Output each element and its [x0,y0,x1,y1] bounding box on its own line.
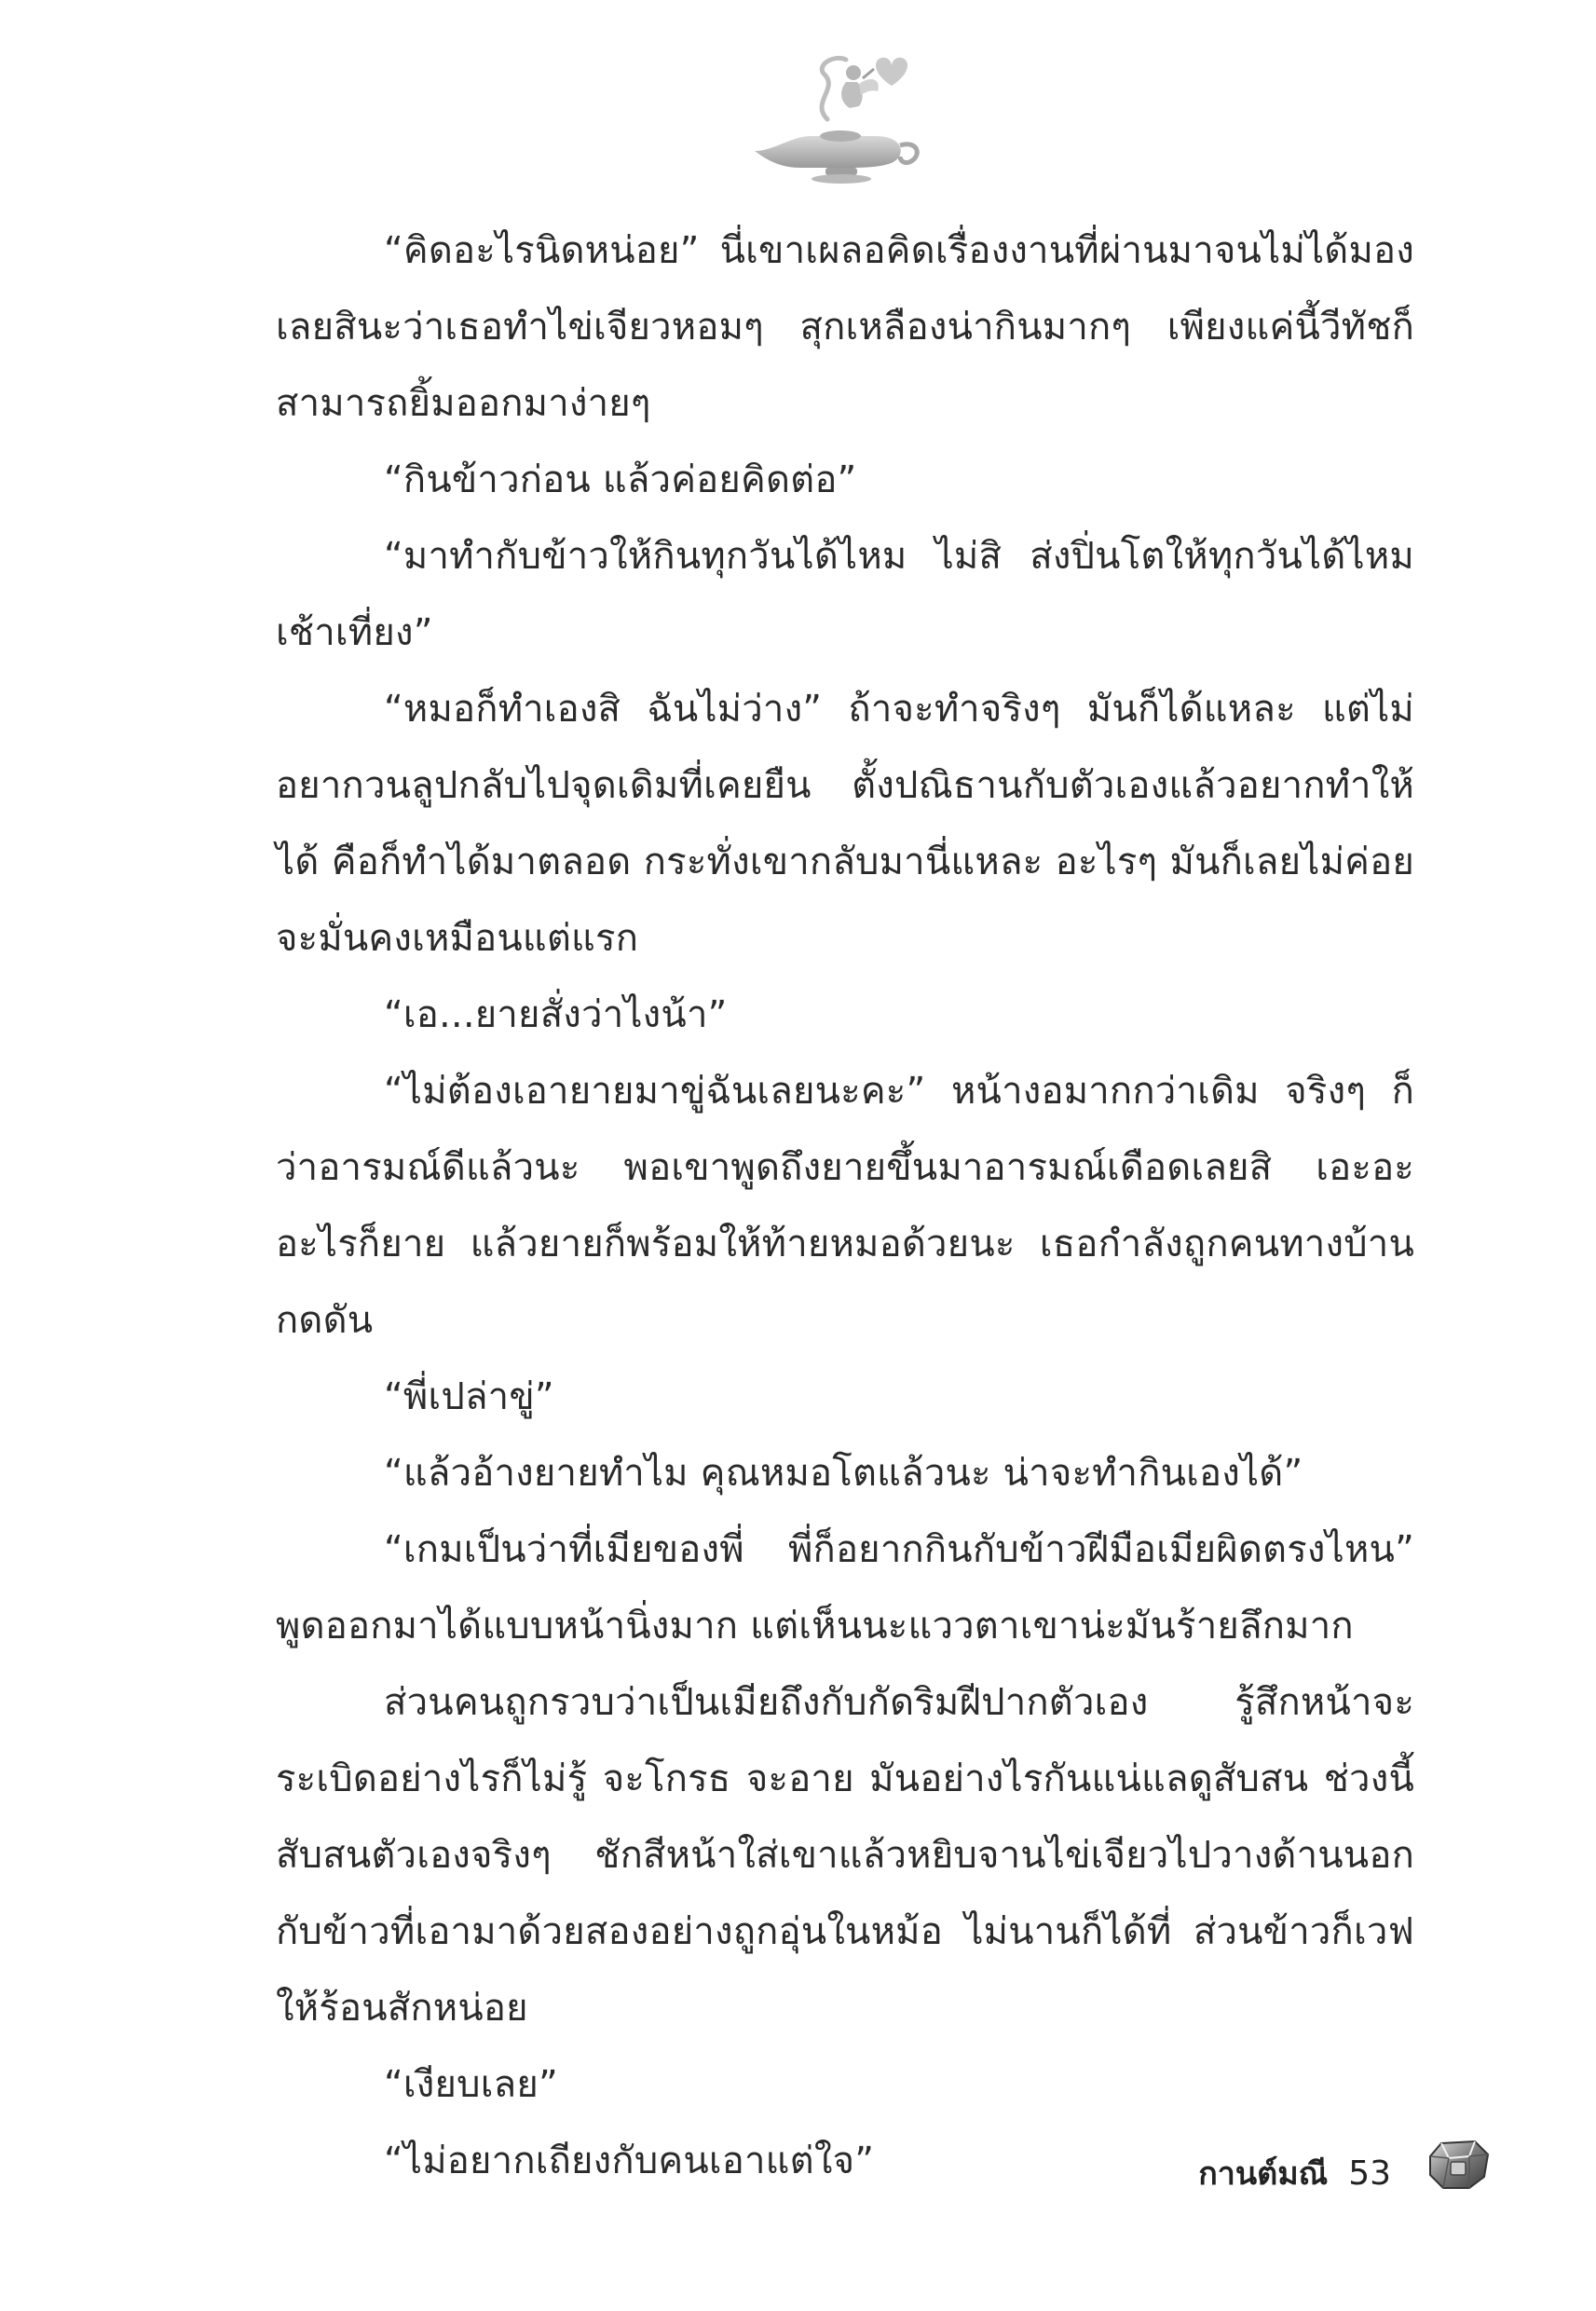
paragraph: “ไม่ต้องเอายายมาขู่ฉันเลยนะคะ” หน้างอมากกว่าเดิม จริงๆ ก็ว่าอารมณ์ดีแล้วนะ พอเขาพูดถึงยายขึ้นมาอารมณ์เดือดเลยสิ เอะอะอะไรก็ยาย แล้วยายก็พร้อมให้ท้ายหมอด้วยนะ เธอกำลังถูกคนทางบ้านกดดัน [276,1070,1414,1342]
page-number: 53 [1348,2154,1391,2193]
gem-icon [1423,2134,1494,2194]
paragraph: “เงียบเลย” [384,2063,558,2106]
genie-lamp-icon [736,47,932,186]
page-footer [1198,2148,1419,2198]
book-title: กานต์มณี [1198,2155,1329,2193]
paragraph: “เกมเป็นว่าที่เมียของพี่ พี่ก็อยากกินกับข้าวฝีมือเมียผิดตรงไหน” พูดออกมาได้แบบหน้านิ่งมาก แต่เห็นนะแววตาเขาน่ะมันร้ายลึกมาก [276,1528,1414,1648]
paragraph: “คิดอะไรนิดหน่อย” นี่เขาเผลอคิดเรื่องงานที่ผ่านมาจนไม่ได้มองเลยสินะว่าเธอทำไข่เจียวหอมๆ สุกเหลืองน่ากินมากๆ เพียงแค่นี้วีทัชก็สามารถยิ้มออกมาง่ายๆ [276,229,1414,425]
paragraph: “มาทำกับข้าวให้กินทุกวันได้ไหม ไม่สิ ส่งปิ่นโตให้ทุกวันได้ไหมเช้าเที่ยง” [276,535,1414,654]
paragraph: “ไม่อยากเถียงกับคนเอาแต่ใจ” [384,2140,875,2182]
chapter-body [276,212,1414,2199]
paragraph: “หมอก็ทำเองสิ ฉันไม่ว่าง” ถ้าจะทำจริงๆ มันก็ได้แหละ แต่ไม่อยากวนลูปกลับไปจุดเดิมที่เคยยืน ตั้งปณิธานกับตัวเองแล้วอยากทำให้ได้ คือก็ทำได้มาตลอด กระทั่งเขากลับมานี่แหละ อะไรๆ มันก็เลยไม่ค่อยจะมั่นคงเหมือนแต่แรก [276,688,1414,960]
paragraph: “พี่เปล่าขู่” [384,1375,554,1418]
paragraph: “แล้วอ้างยายทำไม คุณหมอโตแล้วนะ น่าจะทำกินเองได้” [384,1452,1303,1495]
paragraph: “กินข้าวก่อน แล้วค่อยคิดต่อ” [384,458,857,501]
paragraph: “เอ...ยายสั่งว่าไงน้า” [384,993,728,1036]
paragraph: ส่วนคนถูกรวบว่าเป็นเมียถึงกับกัดริมฝีปากตัวเอง รู้สึกหน้าจะระเบิดอย่างไรก็ไม่รู้ จะโกรธ จะอาย มันอย่างไรกันแน่แลดูสับสน ช่วงนี้สับสนตัวเองจริงๆ ชักสีหน้าใส่เขาแล้วหยิบจานไข่เจียวไปวางด้านนอก กับข้าวที่เอามาด้วยสองอย่างถูกอุ่นในหม้อ ไม่นานก็ได้ที่ ส่วนข้าวก็เวฟให้ร้อนสักหน่อย [276,1681,1414,2030]
